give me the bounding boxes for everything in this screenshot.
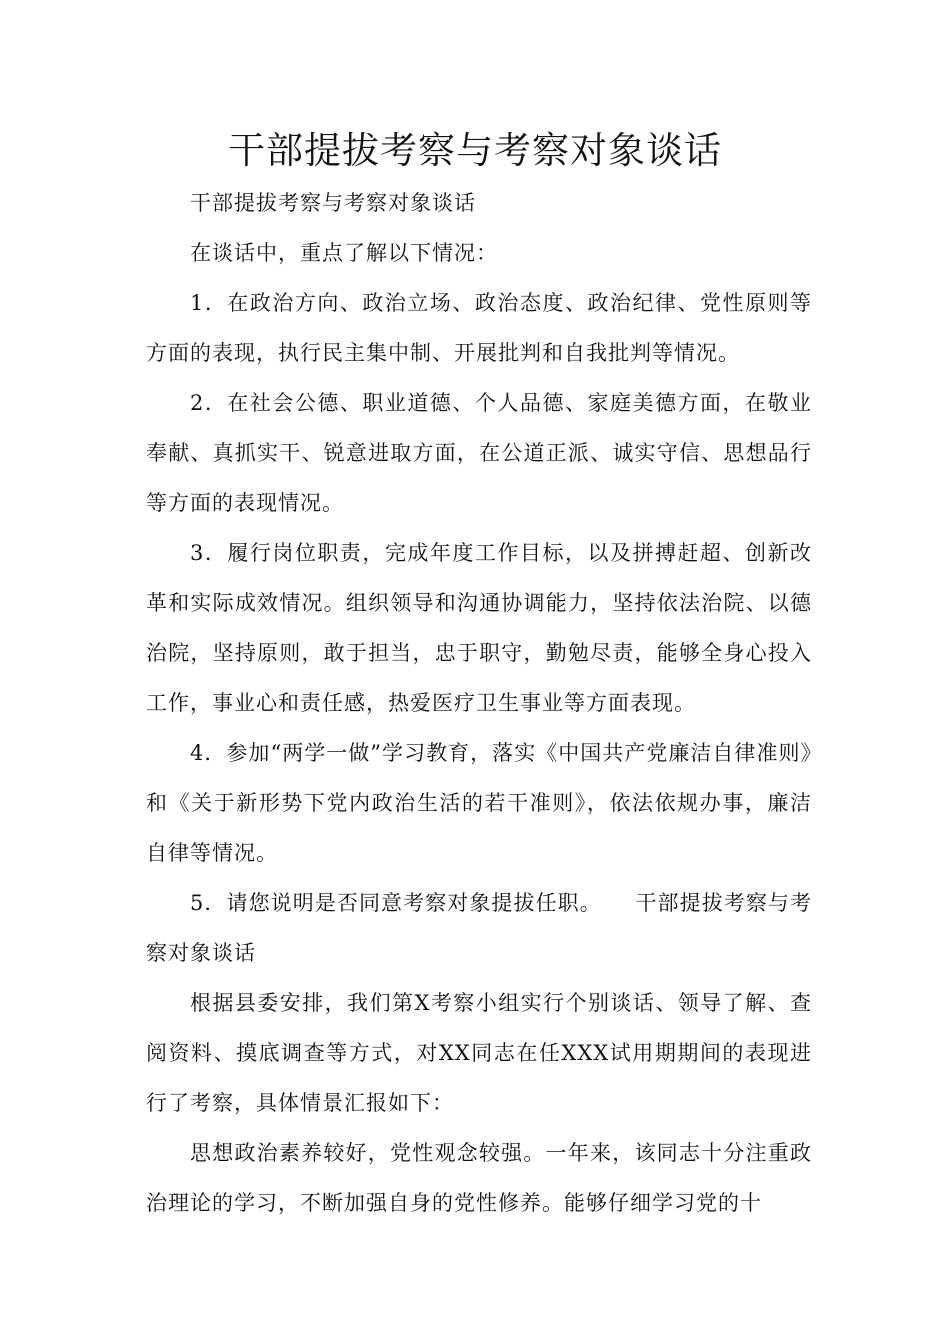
paragraph-intro: 在谈话中，重点了解以下情况： [190, 241, 498, 265]
document-title: 干部提拔考察与考察对象谈话 [228, 129, 722, 172]
paragraph-subtitle: 干部提拔考察与考察对象谈话 [190, 191, 476, 215]
paragraph-item-3: 3．履行岗位职责，完成年度工作目标，以及拼搏赶超、创新改革和实际成效情况。组织领导和沟通协调能力，坚持依法治院、以德治院，坚持原则，敢于担当，忠于职守，勤勉尽责，能够全身心投入工作，事业心和责任感，热爱医疗卫生事业等方面表现。 [146, 541, 812, 715]
paragraph-item-2: 2．在社会公德、职业道德、个人品德、家庭美德方面，在敬业奉献、真抓实干、锐意进取方面，在公道正派、诚实守信、思想品行等方面的表现情况。 [146, 391, 812, 515]
paragraph-item-4: 4．参加“两学一做”学习教育，落实《中国共产党廉洁自律准则》和《关于新形势下党内政治生活的若干准则》，依法依规办事，廉洁自律等情况。 [146, 741, 812, 865]
paragraph-item-5: 5．请您说明是否同意考察对象提拔任职。 干部提拔考察与考察对象谈话 [146, 891, 812, 965]
document-body [146, 178, 812, 1228]
paragraph-item-1: 1．在政治方向、政治立场、政治态度、政治纪律、党性原则等方面的表现，执行民主集中制、开展批判和自我批判等情况。 [146, 291, 812, 365]
paragraph-report-intro: 根据县委安排，我们第X考察小组实行个别谈话、领导了解、查阅资料、摸底调查等方式，对XX同志在任XXX试用期期间的表现进行了考察，具体情景汇报如下： [146, 991, 812, 1115]
paragraph-report-body: 思想政治素养较好，党性观念较强。一年来，该同志十分注重政治理论的学习，不断加强自身的党性修养。能够仔细学习党的十 [146, 1141, 812, 1215]
